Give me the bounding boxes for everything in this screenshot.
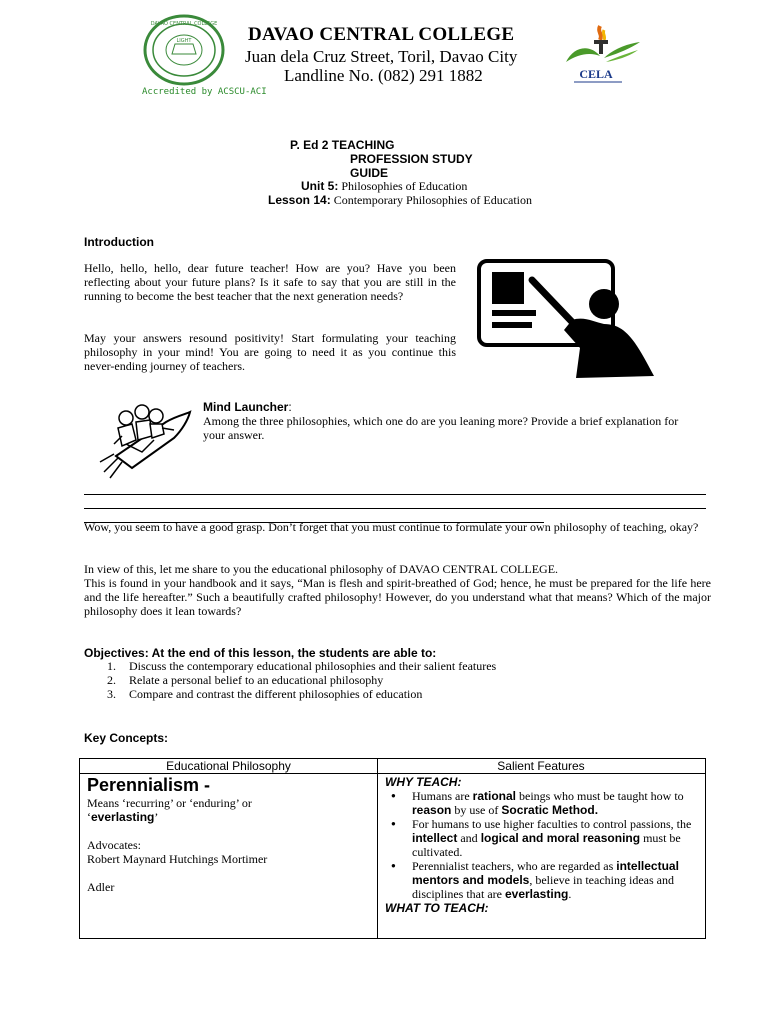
feature-bullet: ● For humans to use higher faculties to control passions, the intellect and logical and moral reasoning must be cultivated. bbox=[385, 817, 700, 859]
key-concepts-table bbox=[79, 758, 706, 939]
answer-line bbox=[84, 494, 706, 495]
teacher-board-icon bbox=[476, 258, 656, 382]
feature-bullet: ● Perennialist teachers, who are regarded as intellectual mentors and models, believe in teaching ideas and disciplines that are everlasting. bbox=[385, 859, 700, 901]
course-title-line-1: P. Ed 2 TEACHING bbox=[290, 138, 395, 152]
advocates-label: Advocates: bbox=[87, 838, 141, 852]
course-title-line-3: GUIDE bbox=[350, 166, 389, 180]
objective-item: 2. Relate a personal belief to an educational philosophy bbox=[107, 673, 384, 687]
rocket-kids-icon bbox=[96, 400, 192, 480]
college-philosophy-intro: In view of this, let me share to you the educational philosophy of DAVAO CENTRAL COLLEGE. bbox=[84, 562, 559, 576]
introduction-heading: Introduction bbox=[84, 235, 154, 249]
objectives-heading: Objectives: At the end of this lesson, the students are able to: bbox=[84, 646, 437, 660]
objective-item: 3. Compare and contrast the different philosophies of education bbox=[107, 687, 423, 701]
what-to-teach-label: WHAT TO TEACH: bbox=[385, 901, 489, 915]
column-divider bbox=[377, 759, 378, 938]
lesson-line: Lesson 14: Contemporary Philosophies of Education bbox=[268, 193, 533, 207]
objectives-list bbox=[107, 659, 496, 701]
cela-logo-text: CELA bbox=[579, 67, 613, 81]
answer-line bbox=[84, 508, 706, 509]
key-concepts-heading: Key Concepts: bbox=[84, 731, 169, 745]
college-seal-logo bbox=[143, 14, 225, 86]
table-header-row bbox=[80, 759, 705, 774]
salient-features-cell bbox=[385, 775, 700, 915]
cela-logo bbox=[560, 22, 644, 88]
mind-launcher-prompt: Among the three philosophies, which one do are you leaning more? Provide a brief explanation for your answer. bbox=[203, 414, 679, 442]
feature-bullet: ● Humans are rational beings who must be taught how to reason by use of Socratic Method. bbox=[385, 789, 700, 817]
accreditation-note: Accredited by ACSCU-ACI bbox=[142, 87, 267, 97]
features-list bbox=[385, 789, 700, 901]
encouragement-paragraph: Wow, you seem to have a good grasp. Don’t forget that you must continue to formulate your own philosophy of teaching, okay? bbox=[84, 520, 699, 534]
philosophy-meaning-cont: ‘everlasting’ bbox=[87, 810, 159, 824]
seal-ring-text: DAVAO CENTRAL COLLEGE bbox=[150, 21, 218, 27]
philosophy-name: Perennialism - bbox=[87, 775, 211, 795]
advocate-name: Robert Maynard Hutchings Mortimer bbox=[87, 852, 268, 866]
header-educational-philosophy: Educational Philosophy bbox=[166, 759, 291, 773]
college-name: DAVAO CENTRAL COLLEGE bbox=[248, 24, 515, 45]
college-phone: Landline No. (082) 291 1882 bbox=[284, 66, 483, 85]
college-philosophy-paragraph: This is found in your handbook and it says, “Man is flesh and spirit-breathed of God; hence, he must be prepared for the life here and the life hereafter.” Such a beautifully crafted philosophy! However, do you understand what that means? Which of the major philosophy does it lean towards? bbox=[84, 576, 711, 618]
objective-item: 1. Discuss the contemporary educational philosophies and their salient features bbox=[107, 659, 497, 673]
course-title-line-2: PROFESSION STUDY bbox=[350, 152, 473, 166]
advocate-name: Adler bbox=[87, 880, 115, 894]
introduction-paragraph-2: May your answers resound positivity! Start formulating your teaching philosophy in your mind! You are going to need it as you continue this never-ending journey of teachers. bbox=[84, 331, 456, 373]
mind-launcher-label: Mind Launcher: bbox=[203, 400, 292, 414]
philosophy-cell bbox=[87, 775, 372, 894]
header-salient-features: Salient Features bbox=[497, 759, 585, 773]
why-teach-label: WHY TEACH: bbox=[385, 775, 462, 789]
college-address: Juan dela Cruz Street, Toril, Davao City bbox=[245, 47, 518, 66]
unit-line: Unit 5: Philosophies of Education bbox=[301, 179, 468, 193]
philosophy-meaning: Means ‘recurring’ or ‘enduring’ or bbox=[87, 796, 252, 810]
seal-inner-text: LIGHT bbox=[176, 38, 192, 44]
introduction-paragraph-1: Hello, hello, hello, dear future teacher! How are you? Have you been reflecting about your future plans? Is it safe to say that you are still in the running to become the best teacher that the next generation needs? bbox=[84, 261, 456, 303]
